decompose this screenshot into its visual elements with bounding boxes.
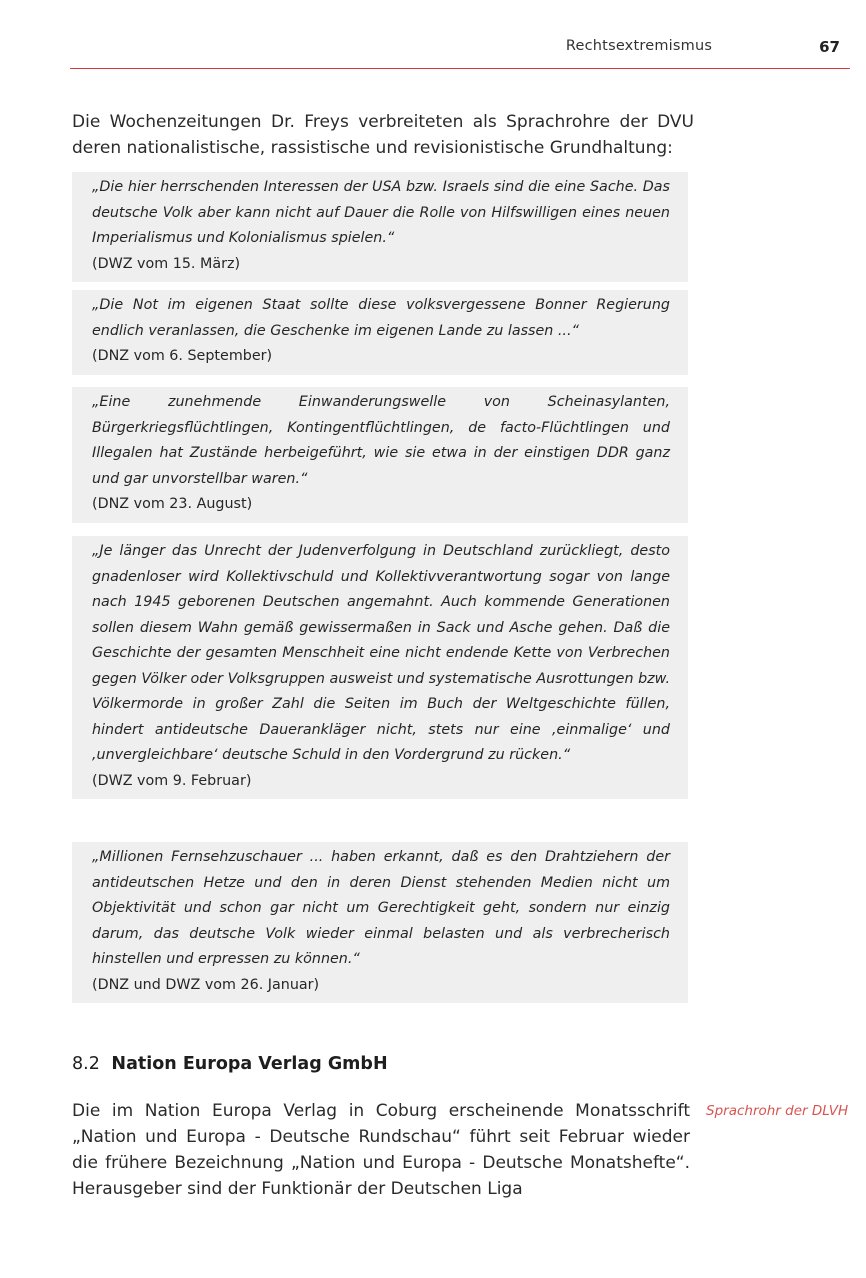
section-title: Nation Europa Verlag GmbH [111, 1054, 388, 1074]
quote-block [72, 172, 688, 282]
quote-text: „Eine zunehmende Einwanderungswelle von Scheinasylanten, Bürgerkriegsflüchtlingen, Kontingentflüchtlingen, de facto-Flüchtlingen und Illegalen hat Zustände herbeigeführt, wie sie etwa in der einstigen DDR ganz und gar unvorstellbar waren.“ [92, 394, 670, 487]
section-number: 8.2 [72, 1054, 100, 1074]
quote-source: (DWZ vom 15. März) [92, 255, 241, 272]
margin-note: Sprachrohr der DLVH [706, 1103, 849, 1119]
quote-block [72, 387, 688, 523]
running-title: Rechtsextremismus [565, 38, 713, 54]
section-heading [72, 1054, 388, 1074]
quote-text: „Die hier herrschenden Interessen der USA bzw. Israels sind die eine Sache. Das deutsche Volk aber kann nicht auf Dauer die Rolle von Hilfswilligen eines neuen Imperialismus und Kolonialismus spielen.“ [92, 179, 670, 246]
quote-text: „Je länger das Unrecht der Judenverfolgung in Deutschland zurückliegt, desto gnadenloser wird Kollektivschuld und Kollektivverantwortung sogar von lange nach 1945 geborenen Deutschen angemahnt. Auch kommende Generationen sollen diesem Wahn gemäß gewissermaßen in Sack und Asche gehen. Daß die Geschichte der gesamten Menschheit eine nicht endende Kette von Verbrechen gegen Völker oder Volksgruppen ausweist und systematische Ausrottungen bzw. Völkermorde in großer Zahl die Seiten im Buch der Weltgeschichte füllen, hindert antideutsche Dauerankläger nicht, stets nur eine ‚einmalige‘ und ‚unvergleichbare‘ deutsche Schuld in den Vordergrund zu rücken.“ [92, 543, 670, 763]
quote-block [72, 290, 688, 375]
quote-block [72, 536, 688, 799]
quote-source: (DNZ vom 6. September) [92, 348, 273, 364]
quote-text: „Die Not im eigenen Staat sollte diese volksvergessene Bonner Regierung endlich veranlassen, die Geschenke im eigenen Lande zu lassen ...“ [92, 297, 670, 339]
quote-source: (DWZ vom 9. Februar) [92, 772, 252, 789]
running-header [70, 38, 850, 69]
quote-block [72, 842, 688, 1003]
quote-text: „Millionen Fernsehzuschauer ... haben erkannt, daß es den Drahtziehern der antideutschen Hetze und den in deren Dienst stehenden Medien nicht um Objektivität und schon gar nicht um Gerechtigkeit geht, sondern nur einzig darum, das deutsche Volk wieder einmal belasten und als verbrecherisch hinstellen und erpressen zu können.“ [92, 849, 670, 967]
section-paragraph: Die im Nation Europa Verlag in Coburg erscheinende Monatsschrift „Nation und Europa - Deutsche Rundschau“ führt seit Februar wieder die frühere Bezeichnung „Nation und Europa - Deutsche Monatshefte“. Herausgeber sind der Funktionär der Deutschen Liga [72, 1101, 690, 1199]
page-number: 67 [819, 38, 840, 56]
quote-source: (DNZ vom 23. August) [92, 496, 253, 512]
intro-paragraph: Die Wochenzeitungen Dr. Freys verbreiteten als Sprachrohre der DVU deren nationalistische, rassistische und revisionistische Grundhaltung: [72, 112, 694, 158]
quote-source: (DNZ und DWZ vom 26. Januar) [92, 976, 320, 993]
